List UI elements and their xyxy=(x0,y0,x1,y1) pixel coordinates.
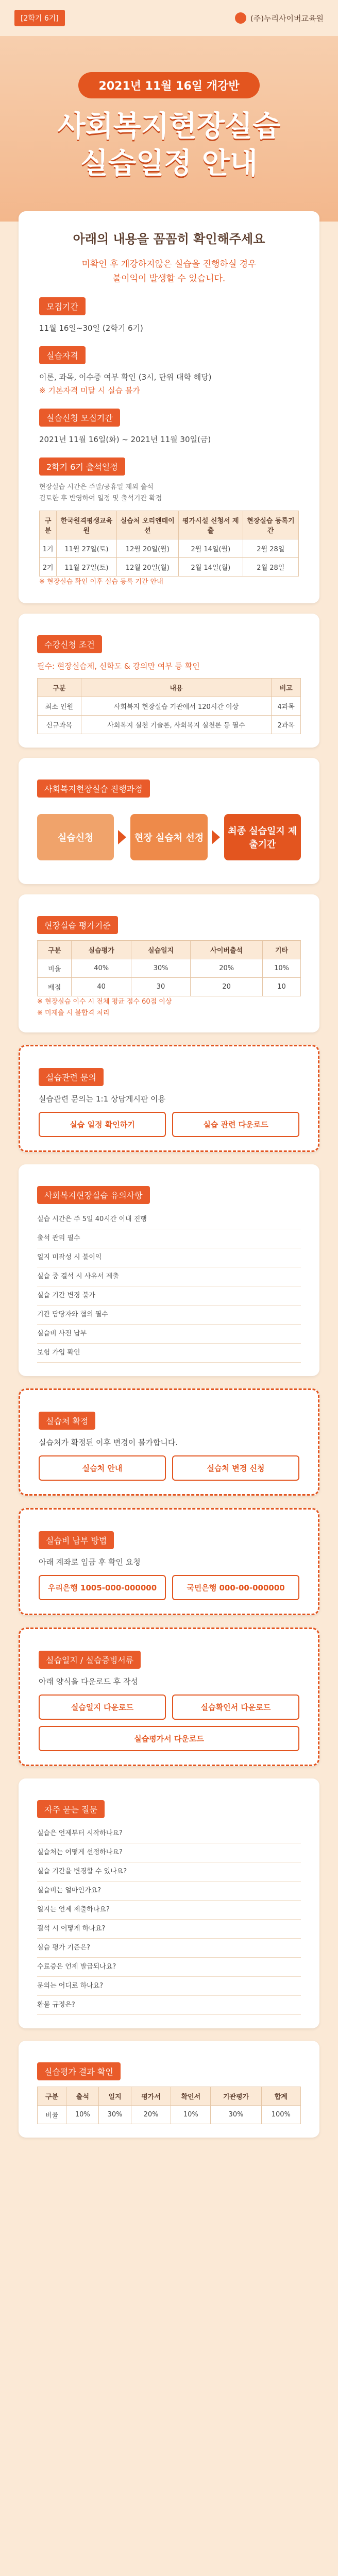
steps-card xyxy=(19,758,319,884)
list-item[interactable]: 환불 규정은? xyxy=(37,1996,301,2015)
cell: 11월 27일(토) xyxy=(57,558,116,577)
cell: 4과목 xyxy=(272,697,301,716)
grade-note2: ※ 미제출 시 불합격 처리 xyxy=(37,1009,110,1017)
cell: 30% xyxy=(99,2106,131,2124)
grade-label: 현장실습 평가기준 xyxy=(37,916,118,934)
prior-header: 내용 xyxy=(81,679,272,697)
result-header: 구분 xyxy=(38,2087,66,2106)
schedule-header: 평가시설 신청서 제출 xyxy=(178,511,243,539)
grade-header: 사이버출석 xyxy=(191,941,263,959)
prior-card xyxy=(19,614,319,748)
logo-icon xyxy=(235,12,246,24)
cell: 30% xyxy=(211,2106,261,2124)
prior-header: 비고 xyxy=(272,679,301,697)
list-item: 실습 시간은 주 5일 40시간 이내 진행 xyxy=(37,1210,301,1229)
cell: 30% xyxy=(131,959,190,978)
intro-title: 아래의 내용을 꼼꼼히 확인해주세요 xyxy=(73,232,265,246)
docs-card xyxy=(19,1628,319,1766)
schedule-label: 2학기 6기 출석일정 xyxy=(39,457,125,476)
grade-header: 구분 xyxy=(38,941,72,959)
result-table xyxy=(37,2087,301,2124)
download-button[interactable]: 실습 관련 다운로드 xyxy=(172,1112,299,1137)
result-header: 출석 xyxy=(66,2087,99,2106)
cell: 2월 14일(월) xyxy=(178,539,243,558)
cell: 100% xyxy=(261,2106,300,2124)
qa-card xyxy=(19,1778,319,2028)
cell: 11월 27일(토) xyxy=(57,539,116,558)
intro-sub2: 불이익이 발생할 수 있습니다. xyxy=(112,274,226,284)
prior-table xyxy=(37,678,301,734)
cell: 2기 xyxy=(40,558,57,577)
cell: 10% xyxy=(171,2106,211,2124)
caution-list xyxy=(37,1210,301,1363)
grade-header: 실습일지 xyxy=(131,941,190,959)
schedule-table xyxy=(39,511,299,577)
list-item: 출석 관리 필수 xyxy=(37,1229,301,1248)
cell: 2월 28일 xyxy=(243,539,298,558)
intro-card xyxy=(19,211,319,603)
cell: 12월 20일(월) xyxy=(116,558,178,577)
list-item[interactable]: 결석 시 어떻게 하나요? xyxy=(37,1920,301,1939)
period-text: 2021년 11월 16일(화) ~ 2021년 11월 30일(금) xyxy=(39,435,211,444)
apply-text: 이론, 과목, 이수증 여부 확인 (3시, 단위 대학 해당) xyxy=(39,372,212,382)
grade-header: 실습평가 xyxy=(72,941,131,959)
step-submit: 최종 실습일지 제출기간 xyxy=(224,814,301,860)
cell: 최소 인원 xyxy=(38,697,81,716)
schedule-desc1: 현장실습 시간은 주말/공휴일 제외 출석 xyxy=(39,483,154,491)
cell: 신규과목 xyxy=(38,716,81,734)
eval-download-button[interactable]: 실습평가서 다운로드 xyxy=(39,1726,299,1751)
cell: 10% xyxy=(263,959,301,978)
cell: 30 xyxy=(131,978,190,996)
cell: 20% xyxy=(191,959,263,978)
result-header: 평가서 xyxy=(131,2087,171,2106)
list-item[interactable]: 실습 기간을 변경할 수 있나요? xyxy=(37,1862,301,1882)
target-text: 11월 16일~30일 (2학기 6기) xyxy=(39,324,143,333)
top-bar xyxy=(0,0,338,36)
office-card xyxy=(19,1508,319,1615)
list-item[interactable]: 실습처는 어떻게 선정하나요? xyxy=(37,1843,301,1862)
list-item[interactable]: 수료증은 언제 발급되나요? xyxy=(37,1958,301,1977)
intro-sub1: 미확인 후 개강하지않은 실습을 진행하실 경우 xyxy=(81,259,257,269)
hero-title-line1: 사회복지현장실습 xyxy=(57,110,281,143)
guide-label: 실습관련 문의 xyxy=(39,1068,104,1086)
apply-note: ※ 기본자격 미달 시 실습 불가 xyxy=(39,386,140,395)
list-item[interactable]: 문의는 어디로 하나요? xyxy=(37,1977,301,1996)
hero xyxy=(0,36,338,222)
cell: 10 xyxy=(263,978,301,996)
result-header: 합계 xyxy=(261,2087,300,2106)
result-card xyxy=(19,2041,319,2138)
list-item: 일지 미작성 시 불이익 xyxy=(37,1248,301,1267)
target-label: 모집기간 xyxy=(39,297,86,315)
site-info-button[interactable]: 실습처 안내 xyxy=(39,1455,166,1481)
table-row xyxy=(38,2106,301,2124)
cell: 40 xyxy=(72,978,131,996)
cell: 2과목 xyxy=(272,716,301,734)
account-2: 국민은행 000-00-000000 xyxy=(172,1575,299,1600)
grade-card xyxy=(19,894,319,1032)
apply-label: 실습자격 xyxy=(39,346,86,364)
table-row xyxy=(38,716,301,734)
step-apply: 실습신청 xyxy=(37,814,114,860)
period2-text: 실습처가 확정된 이후 변경이 불가합니다. xyxy=(39,1438,178,1447)
period2-card xyxy=(19,1388,319,1496)
cell: 배점 xyxy=(38,978,72,996)
prior-header: 구분 xyxy=(38,679,81,697)
period-label: 실습신청 모집기간 xyxy=(39,409,120,427)
class-tag: [2학기 6기] xyxy=(14,10,65,26)
result-header: 일지 xyxy=(99,2087,131,2106)
steps-flow xyxy=(37,814,301,860)
result-label: 실습평가 결과 확인 xyxy=(37,2062,121,2080)
hero-title xyxy=(0,108,338,182)
cell: 비율 xyxy=(38,2106,66,2124)
schedule-header: 한국원격평생교육원 xyxy=(57,511,116,539)
cell: 사회복지 실천 기술론, 사회복지 실천론 등 필수 xyxy=(81,716,272,734)
guide-card xyxy=(19,1045,319,1152)
schedule-header: 현장실습 등록기간 xyxy=(243,511,298,539)
cell: 10% xyxy=(66,2106,99,2124)
arrow-icon xyxy=(212,830,220,844)
hero-title-line2: 실습일정 안내 xyxy=(80,147,258,180)
caution-card xyxy=(19,1164,319,1376)
list-item: 기관 담당자와 협의 필수 xyxy=(37,1306,301,1325)
grade-table xyxy=(37,940,301,996)
step-select: 현장 실습처 선정 xyxy=(130,814,207,860)
cell: 20% xyxy=(131,2106,171,2124)
list-item[interactable]: 실습비는 얼마인가요? xyxy=(37,1882,301,1901)
steps-label: 사회복지현장실습 진행과정 xyxy=(37,779,150,798)
list-item[interactable]: 일지는 언제 제출하나요? xyxy=(37,1901,301,1920)
confirm-download-button[interactable]: 실습확인서 다운로드 xyxy=(172,1694,299,1720)
journal-download-button[interactable]: 실습일지 다운로드 xyxy=(39,1694,166,1720)
grade-header: 기타 xyxy=(263,941,301,959)
grade-note1: ※ 현장실습 이수 시 전체 평균 점수 60점 이상 xyxy=(37,998,172,1006)
list-item: 실습 기간 변경 불가 xyxy=(37,1286,301,1306)
guide-text: 실습관련 문의는 1:1 상담게시판 이용 xyxy=(39,1094,166,1104)
qa-label: 자주 묻는 질문 xyxy=(37,1800,105,1818)
schedule-desc2: 검토한 후 반영하여 일정 및 출석기관 확정 xyxy=(39,495,162,502)
schedule-header: 구분 xyxy=(40,511,57,539)
table-row xyxy=(40,558,299,577)
result-header: 확인서 xyxy=(171,2087,211,2106)
docs-text: 아래 양식을 다운로드 후 작성 xyxy=(39,1677,138,1686)
office-text: 아래 계좌로 입금 후 확인 요청 xyxy=(39,1557,141,1567)
docs-label: 실습일지 / 실습증빙서류 xyxy=(39,1651,141,1669)
schedule-note: ※ 현장실습 확인 이후 실습 등록 기간 안내 xyxy=(39,578,163,586)
schedule-header: 실습처 오리엔테이션 xyxy=(116,511,178,539)
list-item[interactable]: 실습은 언제부터 시작하나요? xyxy=(37,1824,301,1843)
table-row xyxy=(38,697,301,716)
list-item: 실습비 사전 납부 xyxy=(37,1325,301,1344)
schedule-check-button[interactable]: 실습 일정 확인하기 xyxy=(39,1112,166,1137)
cell: 비율 xyxy=(38,959,72,978)
cell: 20 xyxy=(191,978,263,996)
list-item: 보험 가입 확인 xyxy=(37,1344,301,1363)
office-label: 실습비 납부 방법 xyxy=(39,1531,114,1549)
table-row xyxy=(38,978,301,996)
cell: 2월 28일 xyxy=(243,558,298,577)
qa-list xyxy=(37,1824,301,2015)
table-row xyxy=(38,959,301,978)
site-change-button[interactable]: 실습처 변경 신청 xyxy=(172,1455,299,1481)
prior-text: 필수: 현장실습제, 신학도 & 강의만 여부 등 확인 xyxy=(37,662,200,671)
table-row xyxy=(40,539,299,558)
cell: 40% xyxy=(72,959,131,978)
brand[interactable] xyxy=(235,12,324,24)
cell: 2월 14일(월) xyxy=(178,558,243,577)
period2-label: 실습처 확정 xyxy=(39,1412,95,1430)
cell: 사회복지 현장실습 기관에서 120시간 이상 xyxy=(81,697,272,716)
cell: 1기 xyxy=(40,539,57,558)
caution-label: 사회복지현장실습 유의사항 xyxy=(37,1186,150,1204)
brand-name: (주)누리사이버교육원 xyxy=(250,13,324,23)
result-header: 기관평가 xyxy=(211,2087,261,2106)
account-1: 우리은행 1005-000-000000 xyxy=(39,1575,166,1600)
list-item[interactable]: 실습 평가 기준은? xyxy=(37,1939,301,1958)
hero-date: 2021년 11월 16일 개강반 xyxy=(78,72,260,98)
cell: 12월 20일(월) xyxy=(116,539,178,558)
prior-label: 수강신청 조건 xyxy=(37,635,102,653)
arrow-icon xyxy=(118,830,126,844)
list-item: 실습 중 결석 시 사유서 제출 xyxy=(37,1267,301,1286)
